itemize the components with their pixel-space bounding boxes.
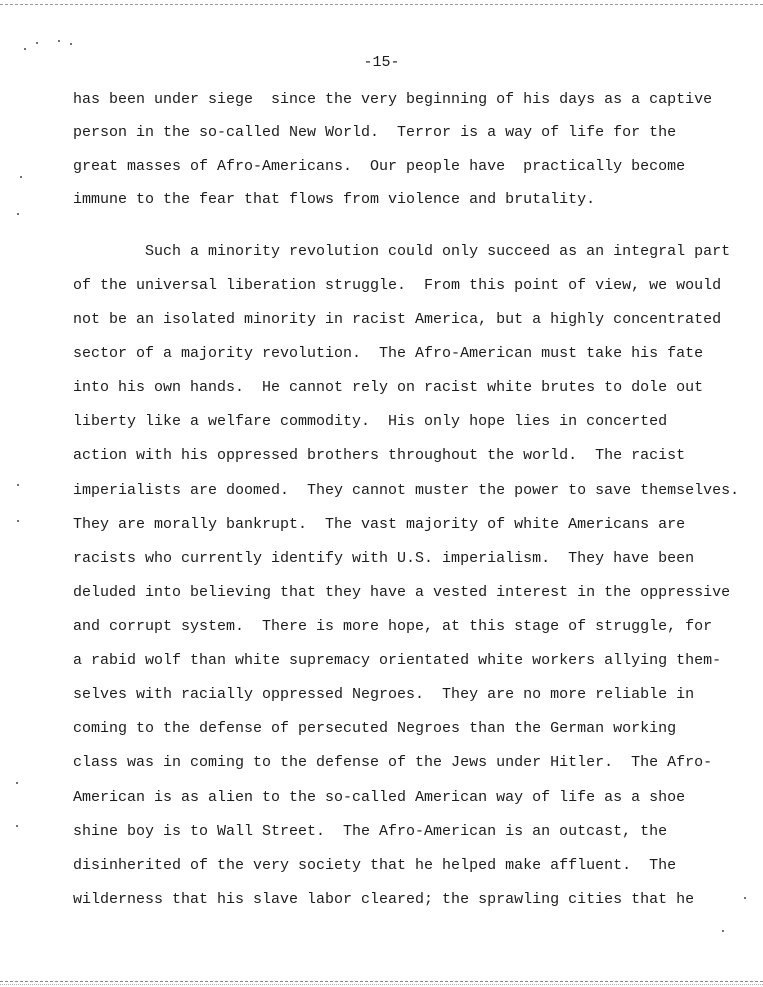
scan-speck [16,782,18,784]
text-line: shine boy is to Wall Street. The Afro-American is an outcast, the [73,823,668,840]
text-line: action with his oppressed brothers throughout the world. The racist [73,447,686,464]
text-line: racists who currently identify with U.S. imperialism. They have been [73,550,695,567]
text-line: sector of a majority revolution. The Afro-American must take his fate [73,345,704,362]
text-line: American is as alien to the so-called American way of life as a shoe [73,789,686,806]
text-line: They are morally bankrupt. The vast majority of white Americans are [73,516,686,533]
text-line: disinherited of the very society that he helped make affluent. The [73,857,677,874]
scan-speck [16,825,18,827]
scan-speck [36,42,38,44]
scan-speck [58,40,60,42]
text-line: into his own hands. He cannot rely on racist white brutes to dole out [73,379,704,396]
scan-speck [20,176,22,178]
scan-speck [70,43,72,45]
text-line: class was in coming to the defense of the Jews under Hitler. The Afro- [73,754,713,771]
text-line: person in the so-called New World. Terror is a way of life for the [73,124,677,141]
text-line: immune to the fear that flows from violence and brutality. [73,191,596,208]
text-line: selves with racially oppressed Negroes. They are no more reliable in [73,686,695,703]
text-line: and corrupt system. There is more hope, at this stage of struggle, for [73,618,713,635]
page-bottom-edge [0,981,763,982]
scan-speck [722,930,724,932]
page-top-edge [0,4,763,5]
text-line: imperialists are doomed. They cannot muster the power to save themselves. [73,482,740,499]
page-number: -15- [363,54,400,71]
scan-speck [17,484,19,486]
text-line: of the universal liberation struggle. From this point of view, we would [73,277,722,294]
text-line: has been under siege since the very beginning of his days as a captive [73,91,713,108]
text-line: great masses of Afro-Americans. Our people have practically become [73,158,686,175]
text-line: liberty like a welfare commodity. His only hope lies in concerted [73,413,668,430]
scan-speck [17,213,19,215]
scan-speck [17,520,19,522]
text-line: Such a minority revolution could only succeed as an integral part [73,243,731,260]
text-line: wilderness that his slave labor cleared; the sprawling cities that he [73,891,695,908]
text-line: a rabid wolf than white supremacy orientated white workers allying them- [73,652,722,669]
text-line: deluded into believing that they have a vested interest in the oppressive [73,584,731,601]
text-line: coming to the defense of persecuted Negroes than the German working [73,720,677,737]
page-bottom-edge [0,984,763,985]
scan-speck [24,48,26,50]
text-line: not be an isolated minority in racist America, but a highly concentrated [73,311,722,328]
scan-speck [744,897,746,899]
